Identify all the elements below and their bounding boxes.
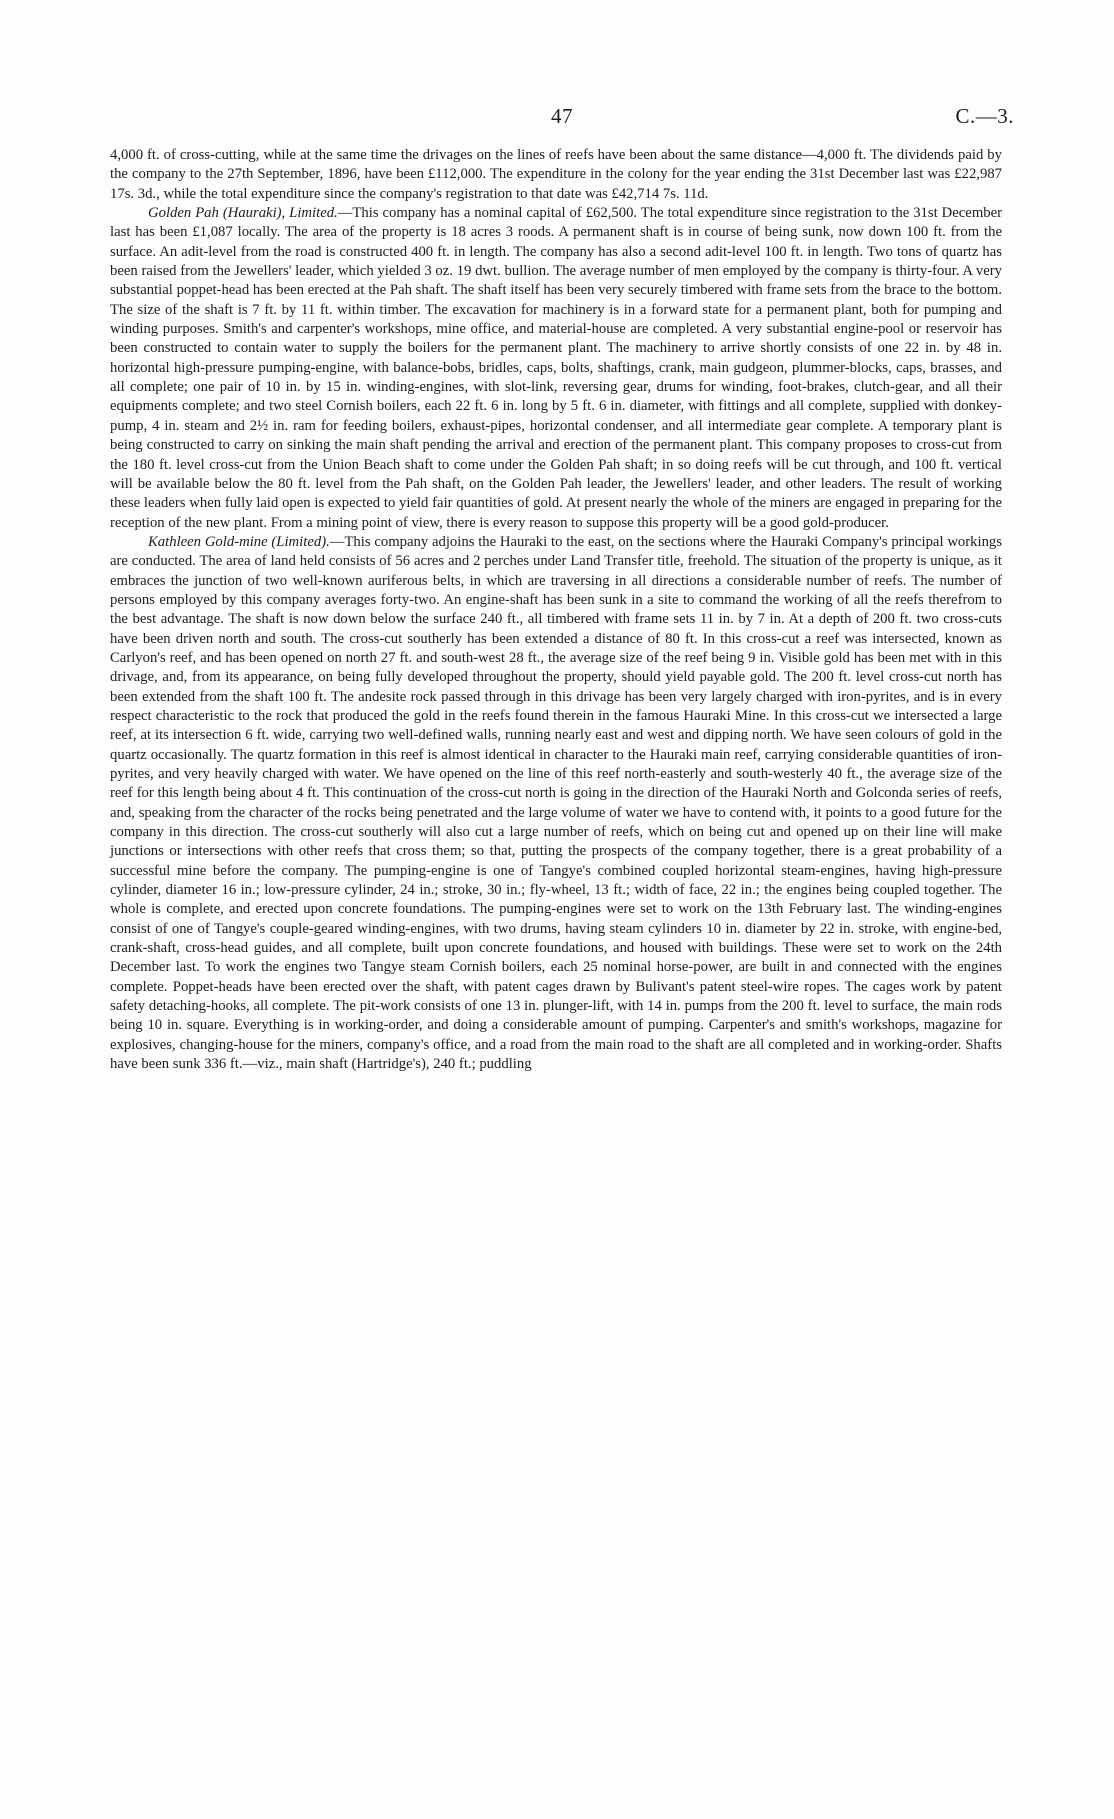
body-text — [110, 146, 1002, 1075]
section-title-golden-pah: Golden Pah (Hauraki), Limited. — [148, 205, 338, 222]
page-number: 47 — [551, 104, 573, 128]
paragraph-golden-pah — [110, 204, 1002, 533]
paragraph-text: —This company has a nominal capital of £62,500. The total expenditure since registration to the 31st December last has been £1,087 locally. The area of the property is 18 acres 3 roods. A permanent shaft is in course of being sunk, now down 100 ft. from the surface. An adit-level from the road is constructed 400 ft. in length. The company has also a second adit-level 100 ft. in length. Two tons of quartz has been raised from the Jewellers' leader, which yielded 3 oz. 19 dwt. bullion. The average number of men employed by the company is thirty-four. A very substantial poppet-head has been erected at the Pah shaft. The shaft itself has been very securely timbered with frame sets from the brace to the bottom. The size of the shaft is 7 ft. by 11 ft. within timber. The excavation for machinery is in a forward state for a permanent plant, both for pumping and winding purposes. Smith's and carpenter's workshops, mine office, and material-house are completed. A very substantial engine-pool or reservoir has been constructed to contain water to supply the boilers for the permanent plant. The machinery to arrive shortly consists of one 22 in. by 48 in. horizontal high-pressure pumping-engine, with balance-bobs, bridles, caps, bolts, shaftings, crank, main gudgeon, plummer-blocks, caps, brasses, and all complete; one pair of 10 in. by 15 in. winding-engines, with slot-link, reversing gear, drums for winding, foot-brakes, clutch-gear, and all their equipments complete; and two steel Cornish boilers, each 22 ft. 6 in. long by 5 ft. 6 in. diameter, with fittings and all complete, supplied with donkey-pump, 4 in. steam and 2½ in. ram for feeding boilers, exhaust-pipes, horizontal condenser, and all intermediate gear complete. A temporary plant is being constructed to carry on sinking the main shaft pending the arrival and erection of the permanent plant. This company proposes to cross-cut from the 180 ft. level cross-cut from the Union Beach shaft to come under the Golden Pah shaft; in so doing reefs will be cut through, and 100 ft. vertical will be available below the 80 ft. level from the Pah shaft, on the Golden Pah leader, the Jewellers' leader, and other leaders. The result of working these leaders when fully laid open is expected to yield fair quantities of gold. At present nearly the whole of the miners are engaged in preparing for the reception of the new plant. From a mining point of view, there is every reason to suppose this property will be a good gold-producer. — [110, 205, 1002, 531]
paragraph-kathleen — [110, 533, 1002, 1075]
document-reference: C.—3. — [955, 104, 1014, 128]
paragraph-text: —This company adjoins the Hauraki to the east, on the sections where the Hauraki Company's principal workings are conducted. The area of land held consists of 56 acres and 2 perches under Land Transfer title, freehold. The situation of the property is unique, as it embraces the junction of two well-known auriferous belts, in which are traversing in all directions a considerable number of reefs. The number of persons employed by this company averages forty-two. An engine-shaft has been sunk in a site to command the working of all the reefs therefrom to the best advantage. The shaft is now down below the surface 240 ft., all timbered with frame sets 11 in. by 7 in. At a depth of 200 ft. two cross-cuts have been driven north and south. The cross-cut southerly has been extended a distance of 80 ft. In this cross-cut a reef was intersected, known as Carlyon's reef, and has been opened on north 27 ft. and south-west 28 ft., the average size of the reef being 9 in. Visible gold has been met with in this drivage, and, from its appearance, on being fully developed throughout the property, should yield payable gold. The 200 ft. level cross-cut north has been extended from the shaft 100 ft. The andesite rock passed through in this drivage has been very largely charged with iron-pyrites, and is in every respect characteristic to the rock that produced the gold in the reefs found therein in the famous Hauraki Mine. In this cross-cut we intersected a large reef, at its intersection 6 ft. wide, carrying two well-defined walls, running nearly east and west and dipping north. We have seen colours of gold in the quartz occasionally. The quartz formation in this reef is almost identical in character to the Hauraki main reef, carrying considerable quantities of iron-pyrites, and very heavily charged with water. We have opened on the line of this reef north-easterly and south-westerly 40 ft., the average size of the reef for this length being about 4 ft. This continuation of the cross-cut north is going in the direction of the Hauraki North and Golconda series of reefs, and, speaking from the character of the rocks being penetrated and the large volume of water we have to contend with, it points to a good future for the company in this direction. The cross-cut southerly will also cut a large number of reefs, which on being cut and opened up on their line will make junctions or intersections with other reefs that cross them; so that, putting the prospects of the company together, there is a great probability of a successful mine before the company. The pumping-engine is one of Tangye's combined coupled horizontal steam-engines, having high-pressure cylinder, diameter 16 in.; low-pressure cylinder, 24 in.; stroke, 30 in.; fly-wheel, 13 ft.; width of face, 22 in.; the engines being coupled together. The whole is complete, and erected upon concrete foundations. The pumping-engines were set to work on the 13th February last. The winding-engines consist of one of Tangye's couple-geared winding-engines, with two drums, having steam cylinders 10 in. diameter by 22 in. stroke, with engine-bed, crank-shaft, cross-head guides, and all complete, built upon concrete foundations, and housed with buildings. These were set to work on the 24th December last. To work the engines two Tangye steam Cornish boilers, each 25 nominal horse-power, are built in and connected with the engines complete. Poppet-heads have been erected over the shaft, with patent cages drawn by Bulivant's patent steel-wire ropes. The cages work by patent safety detaching-hooks, all complete. The pit-work consists of one 13 in. plunger-lift, with 14 in. pumps from the 200 ft. level to surface, the main rods being 10 in. square. Everything is in working-order, and doing a considerable amount of pumping. Carpenter's and smith's workshops, magazine for explosives, changing-house for the miners, company's office, and a road from the main road to the shaft are all completed and in working-order. Shafts have been sunk 336 ft.—viz., main shaft (Hartridge's), 240 ft.; puddling — [110, 533, 1002, 1073]
paragraph-text: 4,000 ft. of cross-cutting, while at the same time the drivages on the lines of reefs have been about the same distance—4,000 ft. The dividends paid by the company to the 27th September, 1896, have been £112,000. The expenditure in the colony for the year ending the 31st December last was £22,987 17s. 3d., while the total expenditure since the company's registration to that date was £42,714 7s. 11d. — [110, 147, 1002, 202]
paragraph-continuation — [110, 146, 1002, 204]
page-header — [110, 104, 1014, 136]
section-title-kathleen: Kathleen Gold-mine (Limited). — [148, 533, 330, 550]
